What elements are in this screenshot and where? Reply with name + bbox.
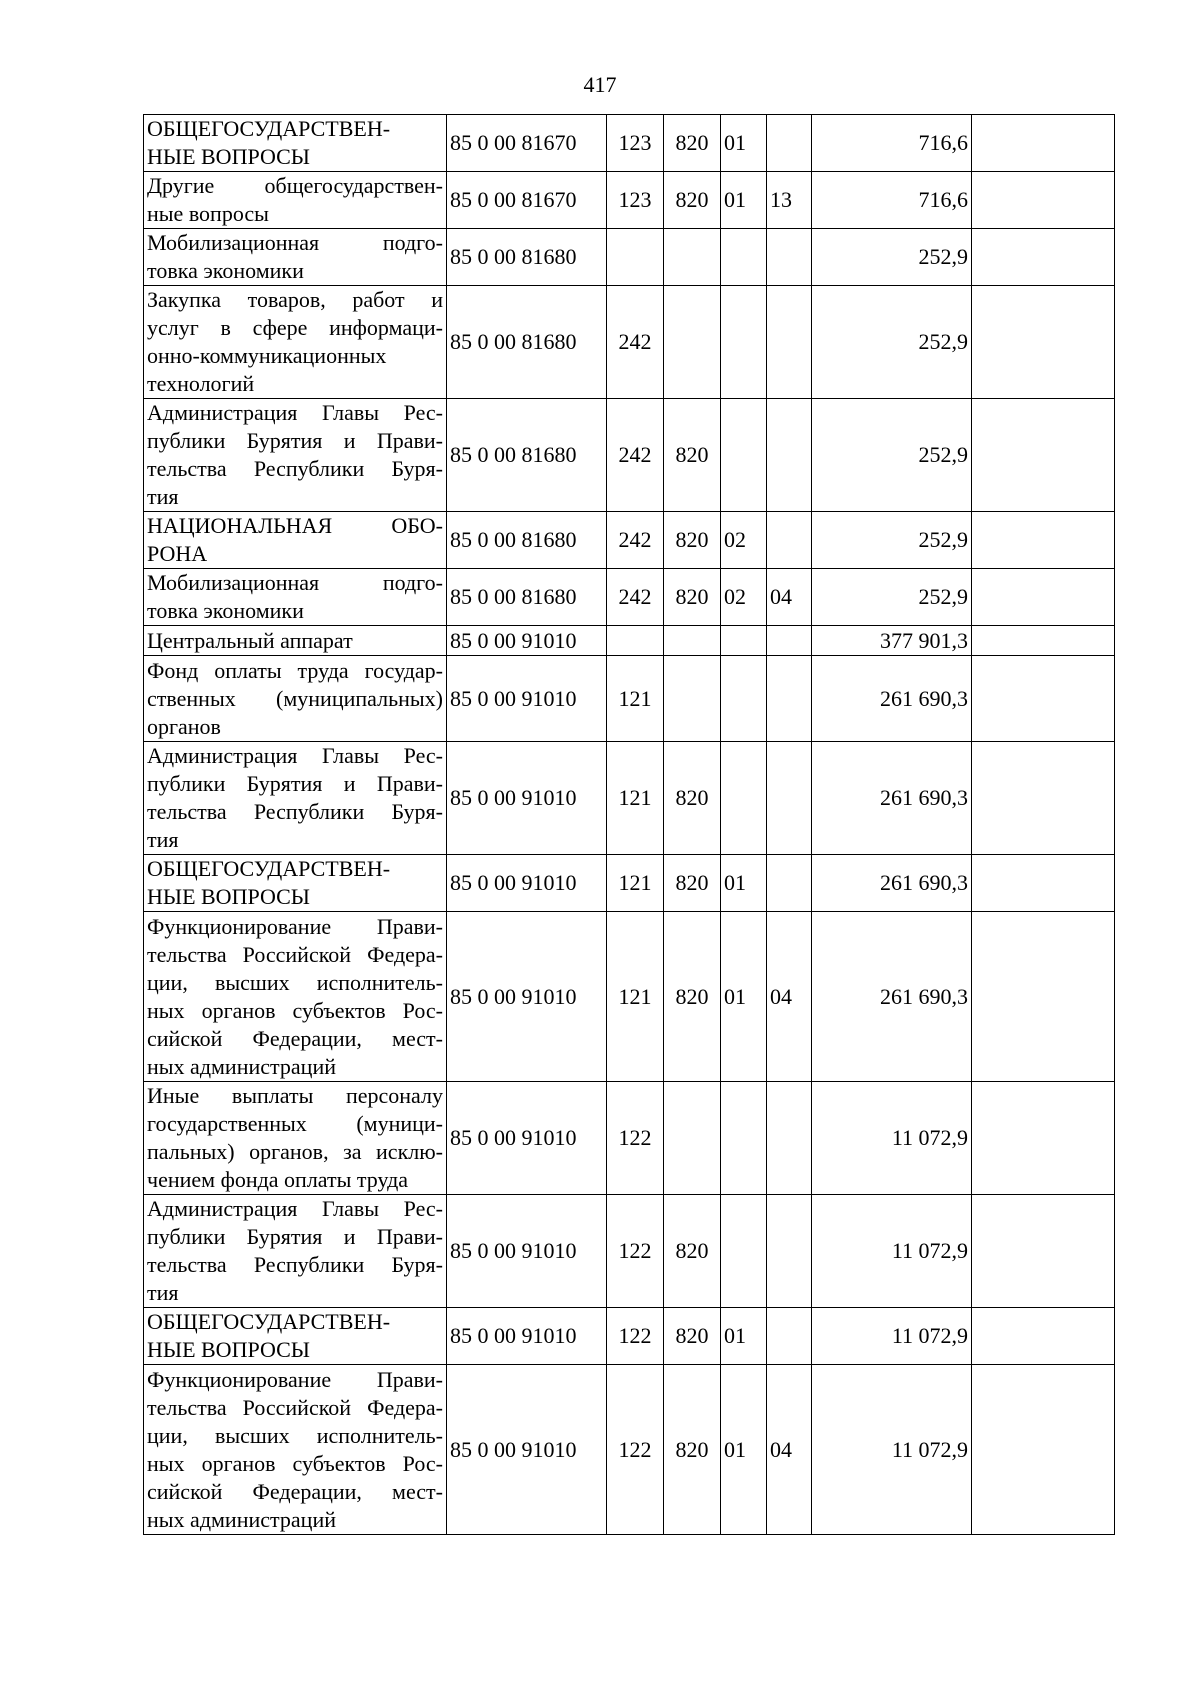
row-name: ОБЩЕГОСУДАРСТВЕН- НЫЕ ВОПРОСЫ xyxy=(144,855,447,912)
row-name: Функционирование Прави- тельства Российской Федера- ции, высших исполнитель- ных органов субъектов Рос- сийской Федерации, мест- ных администраций xyxy=(144,912,447,1082)
row-name: Мобилизационная подго- товка экономики xyxy=(144,229,447,286)
empty-cell xyxy=(972,229,1115,286)
expense-type: 122 xyxy=(607,1082,664,1195)
target-code: 85 0 00 91010 xyxy=(447,1365,607,1535)
table-row xyxy=(144,1308,1115,1365)
empty-cell xyxy=(972,626,1115,656)
expense-type xyxy=(607,229,664,286)
admin-code: 820 xyxy=(664,855,721,912)
row-name: Администрация Главы Рес- публики Бурятия и Прави- тельства Республики Буря- тия xyxy=(144,1195,447,1308)
subsection-code xyxy=(767,286,812,399)
subsection-code xyxy=(767,512,812,569)
target-code: 85 0 00 91010 xyxy=(447,626,607,656)
section-code: 01 xyxy=(721,912,767,1082)
amount: 252,9 xyxy=(812,229,972,286)
admin-code: 820 xyxy=(664,1308,721,1365)
subsection-code xyxy=(767,855,812,912)
expense-type: 122 xyxy=(607,1308,664,1365)
section-code xyxy=(721,1195,767,1308)
section-code xyxy=(721,399,767,512)
table-row xyxy=(144,1195,1115,1308)
table-row xyxy=(144,656,1115,742)
empty-cell xyxy=(972,912,1115,1082)
table-row xyxy=(144,229,1115,286)
section-code: 01 xyxy=(721,1308,767,1365)
section-code xyxy=(721,742,767,855)
table-row xyxy=(144,115,1115,172)
target-code: 85 0 00 91010 xyxy=(447,1308,607,1365)
amount: 252,9 xyxy=(812,569,972,626)
target-code: 85 0 00 81680 xyxy=(447,286,607,399)
amount: 11 072,9 xyxy=(812,1195,972,1308)
admin-code xyxy=(664,626,721,656)
section-code: 02 xyxy=(721,512,767,569)
section-code: 01 xyxy=(721,172,767,229)
subsection-code xyxy=(767,656,812,742)
admin-code: 820 xyxy=(664,172,721,229)
amount: 252,9 xyxy=(812,286,972,399)
table-row xyxy=(144,912,1115,1082)
target-code: 85 0 00 81680 xyxy=(447,569,607,626)
amount: 261 690,3 xyxy=(812,855,972,912)
empty-cell xyxy=(972,115,1115,172)
admin-code: 820 xyxy=(664,1195,721,1308)
row-name: ОБЩЕГОСУДАРСТВЕН- НЫЕ ВОПРОСЫ xyxy=(144,1308,447,1365)
subsection-code: 04 xyxy=(767,1365,812,1535)
row-name: Мобилизационная подго- товка экономики xyxy=(144,569,447,626)
expense-type: 242 xyxy=(607,512,664,569)
admin-code xyxy=(664,229,721,286)
empty-cell xyxy=(972,742,1115,855)
amount: 377 901,3 xyxy=(812,626,972,656)
table-row xyxy=(144,626,1115,656)
empty-cell xyxy=(972,286,1115,399)
table-row xyxy=(144,855,1115,912)
budget-table xyxy=(143,114,1115,1535)
row-name: ОБЩЕГОСУДАРСТВЕН- НЫЕ ВОПРОСЫ xyxy=(144,115,447,172)
admin-code: 820 xyxy=(664,399,721,512)
row-name: НАЦИОНАЛЬНАЯ ОБО- РОНА xyxy=(144,512,447,569)
empty-cell xyxy=(972,1082,1115,1195)
amount: 11 072,9 xyxy=(812,1308,972,1365)
subsection-code: 13 xyxy=(767,172,812,229)
target-code: 85 0 00 91010 xyxy=(447,1195,607,1308)
table-row xyxy=(144,512,1115,569)
expense-type: 121 xyxy=(607,656,664,742)
amount: 716,6 xyxy=(812,172,972,229)
expense-type xyxy=(607,626,664,656)
subsection-code xyxy=(767,626,812,656)
amount: 261 690,3 xyxy=(812,742,972,855)
amount: 261 690,3 xyxy=(812,912,972,1082)
admin-code: 820 xyxy=(664,742,721,855)
section-code: 01 xyxy=(721,115,767,172)
row-name: Иные выплаты персоналу государственных (муници- пальных) органов, за исклю- чением фонда оплаты труда xyxy=(144,1082,447,1195)
empty-cell xyxy=(972,656,1115,742)
subsection-code: 04 xyxy=(767,912,812,1082)
amount: 11 072,9 xyxy=(812,1082,972,1195)
target-code: 85 0 00 81680 xyxy=(447,229,607,286)
table-body xyxy=(144,115,1115,1535)
empty-cell xyxy=(972,1195,1115,1308)
expense-type: 122 xyxy=(607,1195,664,1308)
section-code xyxy=(721,656,767,742)
amount: 261 690,3 xyxy=(812,656,972,742)
admin-code: 820 xyxy=(664,569,721,626)
target-code: 85 0 00 81680 xyxy=(447,399,607,512)
section-code: 01 xyxy=(721,1365,767,1535)
section-code xyxy=(721,286,767,399)
target-code: 85 0 00 91010 xyxy=(447,1082,607,1195)
target-code: 85 0 00 91010 xyxy=(447,912,607,1082)
admin-code xyxy=(664,1082,721,1195)
target-code: 85 0 00 81670 xyxy=(447,172,607,229)
admin-code: 820 xyxy=(664,912,721,1082)
subsection-code xyxy=(767,229,812,286)
table-row xyxy=(144,172,1115,229)
table-row xyxy=(144,1365,1115,1535)
empty-cell xyxy=(972,569,1115,626)
row-name: Функционирование Прави- тельства Российской Федера- ции, высших исполнитель- ных органов субъектов Рос- сийской Федерации, мест- ных администраций xyxy=(144,1365,447,1535)
target-code: 85 0 00 81680 xyxy=(447,512,607,569)
table-row xyxy=(144,286,1115,399)
expense-type: 242 xyxy=(607,399,664,512)
target-code: 85 0 00 91010 xyxy=(447,656,607,742)
expense-type: 121 xyxy=(607,912,664,1082)
row-name: Центральный аппарат xyxy=(144,626,447,656)
row-name: Закупка товаров, работ и услуг в сфере информаци- онно-коммуникационных технологий xyxy=(144,286,447,399)
subsection-code: 04 xyxy=(767,569,812,626)
amount: 252,9 xyxy=(812,512,972,569)
table-row xyxy=(144,569,1115,626)
admin-code xyxy=(664,656,721,742)
target-code: 85 0 00 91010 xyxy=(447,742,607,855)
empty-cell xyxy=(972,855,1115,912)
admin-code xyxy=(664,286,721,399)
row-name: Другие общегосударствен- ные вопросы xyxy=(144,172,447,229)
subsection-code xyxy=(767,1082,812,1195)
section-code: 01 xyxy=(721,855,767,912)
expense-type: 121 xyxy=(607,742,664,855)
subsection-code xyxy=(767,115,812,172)
section-code xyxy=(721,1082,767,1195)
subsection-code xyxy=(767,1308,812,1365)
admin-code: 820 xyxy=(664,512,721,569)
amount: 716,6 xyxy=(812,115,972,172)
empty-cell xyxy=(972,512,1115,569)
section-code xyxy=(721,229,767,286)
empty-cell xyxy=(972,1365,1115,1535)
expense-type: 122 xyxy=(607,1365,664,1535)
subsection-code xyxy=(767,1195,812,1308)
row-name: Фонд оплаты труда государ- ственных (муниципальных) органов xyxy=(144,656,447,742)
section-code xyxy=(721,626,767,656)
expense-type: 123 xyxy=(607,172,664,229)
expense-type: 121 xyxy=(607,855,664,912)
amount: 11 072,9 xyxy=(812,1365,972,1535)
table-row xyxy=(144,742,1115,855)
empty-cell xyxy=(972,399,1115,512)
page-number: 417 xyxy=(583,72,617,97)
subsection-code xyxy=(767,399,812,512)
row-name: Администрация Главы Рес- публики Бурятия и Прави- тельства Республики Буря- тия xyxy=(144,399,447,512)
expense-type: 242 xyxy=(607,286,664,399)
table-row xyxy=(144,399,1115,512)
admin-code: 820 xyxy=(664,1365,721,1535)
target-code: 85 0 00 91010 xyxy=(447,855,607,912)
target-code: 85 0 00 81670 xyxy=(447,115,607,172)
empty-cell xyxy=(972,1308,1115,1365)
expense-type: 242 xyxy=(607,569,664,626)
row-name: Администрация Главы Рес- публики Бурятия и Прави- тельства Республики Буря- тия xyxy=(144,742,447,855)
empty-cell xyxy=(972,172,1115,229)
subsection-code xyxy=(767,742,812,855)
table-row xyxy=(144,1082,1115,1195)
admin-code: 820 xyxy=(664,115,721,172)
amount: 252,9 xyxy=(812,399,972,512)
section-code: 02 xyxy=(721,569,767,626)
expense-type: 123 xyxy=(607,115,664,172)
